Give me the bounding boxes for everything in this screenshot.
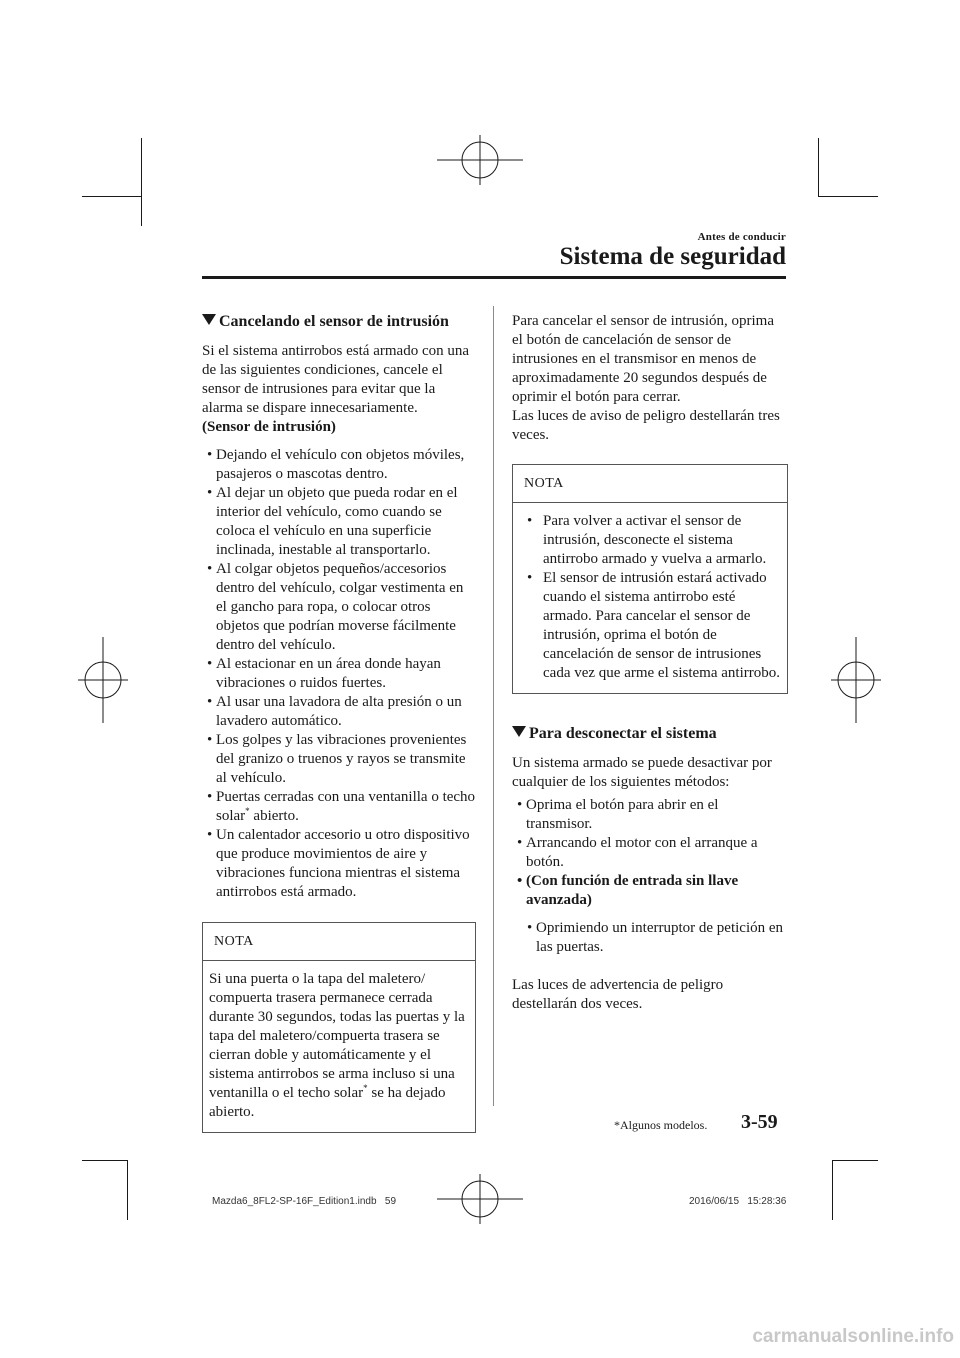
list-item: • Oprimiendo un interruptor de petición en las puertas. — [527, 920, 784, 955]
cancel-paragraph: Para cancelar el sensor de intrusión, oprima el botón de cancelación de sensor de intrusiones en el transmisor en menos de aproximadamente 20 segundos después de oprimir el botón para cerrar. — [512, 313, 774, 405]
watermark: carmanualsonline.info — [752, 1326, 954, 1347]
section-heading-text: Cancelando el sensor de intrusión — [219, 313, 449, 330]
right-column — [512, 312, 788, 1014]
intro-paragraph: Un sistema armado se puede desactivar por cualquier de los siguientes métodos: — [512, 755, 772, 790]
list-item: • El sensor de intrusión estará activado cuando el sistema antirrobo esté armado. Para cancelar el sensor de intrusión, oprima el botón de cancelación de sensor de intrusiones cada vez que arme el sistema antirrobo. — [527, 570, 780, 681]
header-rule — [202, 276, 786, 279]
note-body: Si una puerta o la tapa del maletero/ compuerta trasera permanece cerrada durante 30 segundos, todas las puertas y la tapa del maletero/compuerta trasera se cierran doble y automáticamente y el sistema antirrobos se arma incluso si una ventanilla o el techo solar* se ha dejado abierto. — [209, 971, 465, 1120]
closing-paragraph: Las luces de advertencia de peligro destellarán dos veces. — [512, 977, 724, 1012]
section-heading — [512, 724, 788, 744]
list-item: • Oprima el botón para abrir en el transmisor. — [517, 797, 719, 832]
page-number: 3-59 — [741, 1111, 778, 1133]
sub-methods-list — [522, 919, 788, 957]
list-item: • Un calentador accesorio u otro dispositivo que produce movimientos de aire y vibraciones funciona mientras el sistema antirrobos está armado. — [207, 827, 470, 900]
asterisk: * — [245, 806, 250, 816]
left-column — [202, 312, 476, 1133]
note-box — [512, 464, 788, 694]
note-title: NOTA — [513, 465, 787, 503]
list-item: • (Con función de entrada sin llave avanzada) — [517, 873, 739, 908]
section-heading — [202, 312, 476, 332]
triangle-icon — [202, 314, 216, 325]
list-item: • Para volver a activar el sensor de intrusión, desconecte el sistema antirrobo armado y vuelva a armarlo. — [527, 513, 767, 567]
section-subtitle: Antes de conducir — [697, 231, 786, 243]
list-item: • Arrancando el motor con el arranque a botón. — [517, 835, 758, 870]
note-body — [513, 503, 787, 693]
note-title: NOTA — [203, 923, 475, 961]
note-box — [202, 922, 476, 1133]
list-item: • Al dejar un objeto que pueda rodar en el interior del vehículo, como cuando se coloca el vehículo en una superficie inclinada, inestable al transportarlo. — [207, 485, 458, 558]
print-date: 2016/06/15 15:28:36 — [689, 1196, 787, 1207]
registration-mark-left — [60, 637, 146, 723]
list-item: • Al usar una lavadora de alta presión o un lavadero automático. — [207, 694, 462, 729]
note-list — [519, 512, 781, 683]
file-slug: Mazda6_8FL2-SP-16F_Edition1.indb 59 — [212, 1196, 397, 1207]
subheading: (Sensor de intrusión) — [202, 419, 336, 435]
asterisk: * — [363, 1083, 368, 1093]
registration-mark-right — [813, 637, 899, 723]
triangle-icon — [512, 726, 526, 737]
conditions-list — [202, 446, 476, 902]
list-item: • Al colgar objetos pequeños/accesorios dentro del vehículo, colgar vestimenta en el gancho para ropa, o colocar otros objetos que podrían moverse fácilmente dentro del vehículo. — [207, 561, 464, 653]
hazard-paragraph: Las luces de aviso de peligro destellarán tres veces. — [512, 408, 780, 443]
section-heading-text: Para desconectar el sistema — [529, 725, 717, 742]
list-item: • Al estacionar en un área donde hayan vibraciones o ruidos fuertes. — [207, 656, 441, 691]
list-item: • Los golpes y las vibraciones provenientes del granizo o truenos y rayos se transmite al vehículo. — [207, 732, 467, 786]
column-divider — [493, 306, 494, 1106]
footnote: *Algunos modelos. — [614, 1118, 708, 1132]
intro-paragraph: Si el sistema antirrobos está armado con una de las siguientes condiciones, cancele el sensor de intrusiones para evitar que la alarma se dispare innecesariamente. — [202, 343, 470, 416]
registration-mark-top — [437, 117, 523, 203]
page-title: Sistema de seguridad — [559, 243, 786, 270]
list-item: • Puertas cerradas con una ventanilla o techo solar* abierto. — [207, 789, 476, 824]
methods-list — [512, 796, 788, 910]
registration-mark-bottom — [437, 1156, 523, 1242]
list-item: • Dejando el vehículo con objetos móviles, pasajeros o mascotas dentro. — [207, 447, 465, 482]
